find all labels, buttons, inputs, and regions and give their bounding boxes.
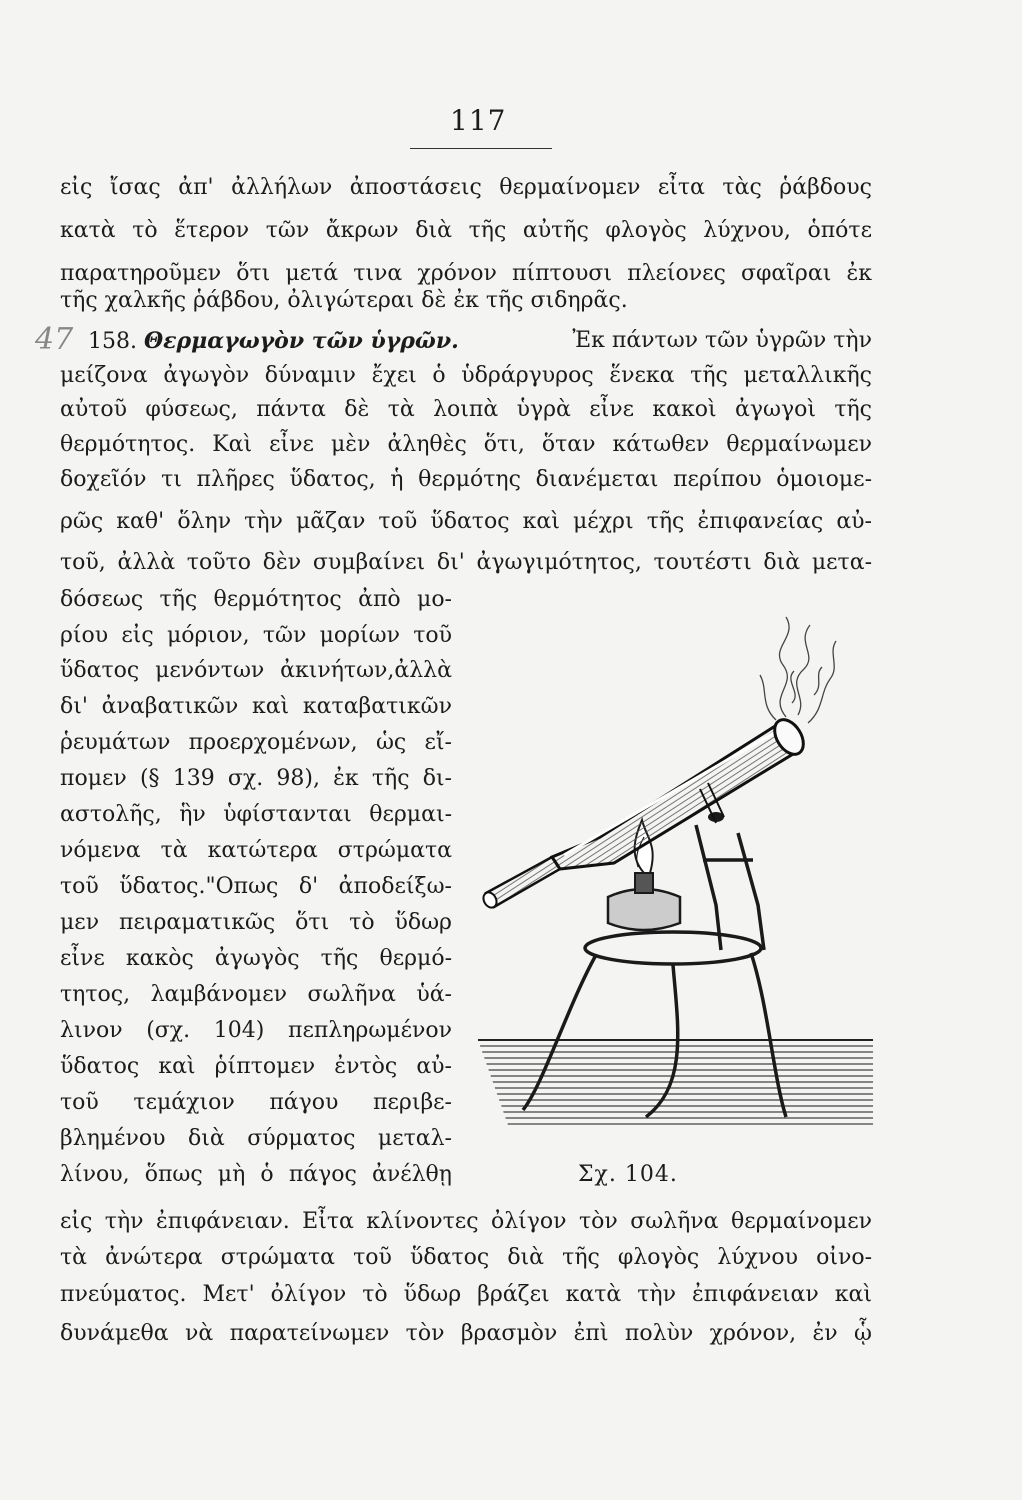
section-number: 158. (88, 329, 137, 354)
section-heading-line (88, 323, 872, 360)
text-line: εἶνε κακὸς ἀγωγὸς τῆς θερμό- (60, 946, 452, 971)
text-line: δοχεῖόν τι πλῆρες ὕδατος, ἡ θερμότης διανέμεται περίπου ὁμοιομε- (60, 467, 872, 492)
figure-caption: Σχ. 104. (578, 1162, 678, 1187)
text-line: τοῦ ὕδατος."Οπως δ' ἀποδείξω- (60, 874, 452, 899)
text-line: ῥευμάτων προερχομένων, ὡς εἴ- (60, 730, 452, 755)
text-line: πνεύματος. Μετ' ὀλίγον τὸ ὕδωρ βράζει κατὰ τὴν ἐπιφάνειαν καὶ (60, 1282, 872, 1307)
text-line: κατὰ τὸ ἕτερον τῶν ἄκρων διὰ τῆς αὐτῆς φλογὸς λύχνου, ὁπότε (60, 218, 872, 243)
header-rule (410, 148, 552, 149)
text-line: τοῦ, ἀλλὰ τοῦτο δὲν συμβαίνει δι' ἀγωγιμότητος, τουτέστι διὰ μετα- (60, 550, 872, 575)
steam-icon (760, 617, 836, 723)
text-line: δόσεως τῆς θερμότητος ἀπὸ μο- (60, 587, 452, 612)
handwritten-margin-note: 47 (35, 322, 74, 357)
text-line: αὐτοῦ φύσεως, πάντα δὲ τὰ λοιπὰ ὑγρὰ εἶνε κακοὶ ἀγωγοὶ τῆς (60, 397, 872, 422)
text-line: μείζονα ἀγωγὸν δύναμιν ἔχει ὁ ὑδράργυρος ἕνεκα τῆς μεταλλικῆς (60, 363, 872, 388)
text-line: λινον (σχ. 104) πεπληρωμένον (60, 1018, 452, 1043)
text-line: θερμότητος. Καὶ εἶνε μὲν ἀληθὲς ὅτι, ὅταν κάτωθεν θερμαίνωμεν (60, 432, 872, 457)
text-line: παρατηροῦμεν ὅτι μετά τινα χρόνον πίπτουσι πλείονες σφαῖραι ἐκ (60, 261, 872, 286)
text-line: ὕδατος καὶ ῥίπτομεν ἐντὸς αὐ- (60, 1054, 452, 1079)
page-number: 117 (450, 104, 507, 137)
figure-104-illustration (468, 605, 880, 1165)
text-line: λίνου, ὅπως μὴ ὁ πάγος ἀνέλθῃ (60, 1162, 452, 1187)
text-line: τοῦ τεμάχιον πάγου περιβε- (60, 1090, 452, 1115)
section-title: Θερμαγωγὸν τῶν ὑγρῶν. (143, 328, 459, 354)
section-first-line: Ἐκ πάντων τῶν ὑγρῶν τὴν (572, 328, 872, 353)
text-line: ρῶς καθ' ὅλην τὴν μᾶζαν τοῦ ὕδατος καὶ μέχρι τῆς ἐπιφανείας αὐ- (60, 509, 872, 534)
text-line: ρίου εἰς μόριον, τῶν μορίων τοῦ (60, 623, 452, 648)
text-line: τητος, λαμβάνομεν σωλῆνα ὑά- (60, 982, 452, 1007)
text-line: νόμενα τὰ κατώτερα στρώματα (60, 838, 452, 863)
text-line: ὕδατος μενόντων ἀκινήτων,ἀλλὰ (60, 658, 452, 683)
text-line: δι' ἀναβατικῶν καὶ καταβατικῶν (60, 694, 452, 719)
text-line: βλημένου διὰ σύρματος μεταλ- (60, 1126, 452, 1151)
text-line: αστολῆς, ἣν ὑφίστανται θερμαι- (60, 802, 452, 827)
text-line: εἰς τὴν ἐπιφάνειαν. Εἶτα κλίνοντες ὀλίγον τὸν σωλῆνα θερμαίνομεν (60, 1209, 872, 1234)
text-line: τὰ ἀνώτερα στρώματα τοῦ ὕδατος διὰ τῆς φλογὸς λύχνου οἰνο- (60, 1245, 872, 1270)
text-line: τῆς χαλκῆς ῥάβδου, ὀλιγώτεραι δὲ ἐκ τῆς σιδηρᾶς. (60, 288, 628, 313)
text-line: δυνάμεθα νὰ παρατείνωμεν τὸν βρασμὸν ἐπὶ πολὺν χρόνον, ἐν ᾧ (60, 1321, 872, 1346)
text-line: εἰς ἴσας ἀπ' ἀλλήλων ἀποστάσεις θερμαίνομεν εἶτα τὰς ῥάβδους (60, 175, 872, 200)
text-line: μεν πειραματικῶς ὅτι τὸ ὕδωρ (60, 910, 452, 935)
text-line: πομεν (§ 139 σχ. 98), ἐκ τῆς δι- (60, 766, 452, 791)
